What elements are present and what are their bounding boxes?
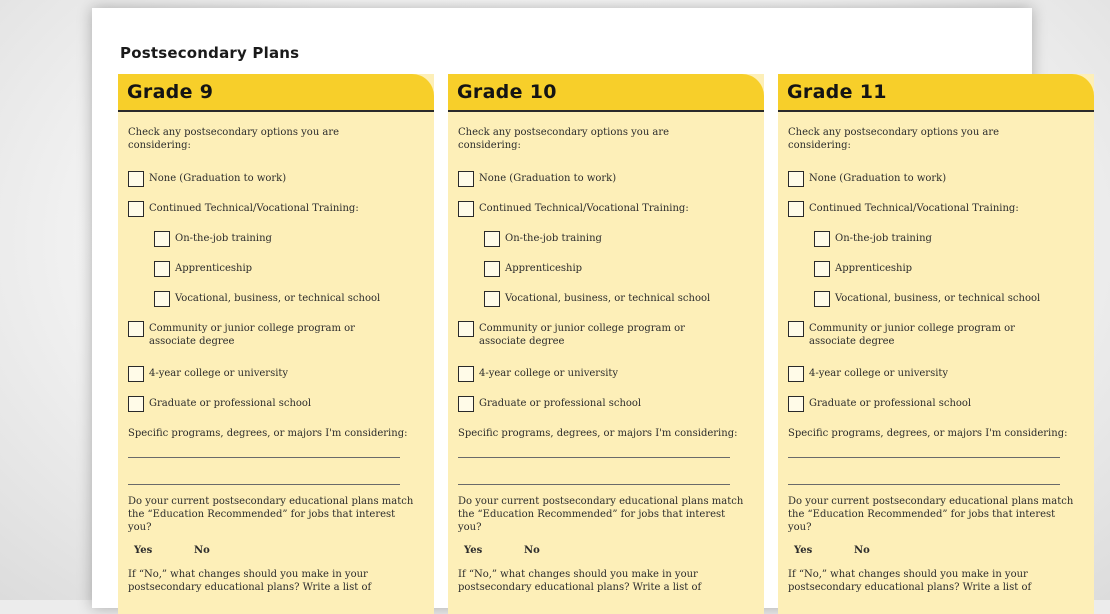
no-option[interactable]: No bbox=[854, 545, 870, 556]
yes-option[interactable]: Yes bbox=[464, 545, 483, 556]
checkbox[interactable] bbox=[458, 366, 474, 382]
option-technical[interactable]: Continued Technical/Vocational Training: bbox=[458, 202, 689, 217]
checkbox[interactable] bbox=[458, 171, 474, 187]
option-none[interactable]: None (Graduation to work) bbox=[128, 172, 286, 187]
option-graduate[interactable]: Graduate or professional school bbox=[128, 397, 311, 412]
worksheet-page bbox=[92, 8, 1074, 608]
checkbox[interactable] bbox=[814, 291, 830, 307]
question-changes: If “No,” what changes should you make in your postsecondary educational plans? Write a list of bbox=[128, 569, 372, 593]
checkbox[interactable] bbox=[484, 231, 500, 247]
write-in-line[interactable] bbox=[458, 457, 730, 458]
checkbox[interactable] bbox=[814, 231, 830, 247]
checkbox[interactable] bbox=[484, 291, 500, 307]
no-option[interactable]: No bbox=[524, 545, 540, 556]
option-apprenticeship[interactable]: Apprenticeship bbox=[484, 262, 582, 277]
option-on-the-job[interactable]: On-the-job training bbox=[484, 232, 602, 247]
grade-title: Grade 11 bbox=[787, 81, 887, 103]
option-community[interactable]: Community or junior college program or associate degree bbox=[788, 322, 1049, 348]
option-graduate[interactable]: Graduate or professional school bbox=[458, 397, 641, 412]
checkbox[interactable] bbox=[154, 231, 170, 247]
section-title: Postsecondary Plans bbox=[120, 44, 300, 62]
write-in-line[interactable] bbox=[788, 457, 1060, 458]
checkbox[interactable] bbox=[458, 321, 474, 337]
checkbox[interactable] bbox=[128, 171, 144, 187]
specific-programs-label: Specific programs, degrees, or majors I'm considering: bbox=[458, 428, 738, 439]
intro-text: Check any postsecondary options you are considering: bbox=[788, 127, 1000, 151]
question-changes: If “No,” what changes should you make in your postsecondary educational plans? Write a list of bbox=[458, 569, 702, 593]
intro-text: Check any postsecondary options you are considering: bbox=[128, 127, 340, 151]
option-four-year[interactable]: 4-year college or university bbox=[128, 367, 288, 382]
grade-column-11 bbox=[778, 74, 1094, 614]
grade-column-9 bbox=[118, 74, 434, 614]
grade-title: Grade 10 bbox=[457, 81, 557, 103]
option-on-the-job[interactable]: On-the-job training bbox=[154, 232, 272, 247]
write-in-line[interactable] bbox=[458, 484, 730, 485]
checkbox[interactable] bbox=[788, 201, 804, 217]
checkbox[interactable] bbox=[814, 261, 830, 277]
write-in-line[interactable] bbox=[128, 484, 400, 485]
grade-header bbox=[778, 74, 1094, 112]
checkbox[interactable] bbox=[128, 366, 144, 382]
checkbox[interactable] bbox=[458, 396, 474, 412]
yes-option[interactable]: Yes bbox=[794, 545, 813, 556]
grade-header bbox=[448, 74, 764, 112]
question-changes: If “No,” what changes should you make in your postsecondary educational plans? Write a list of bbox=[788, 569, 1032, 593]
option-vocational[interactable]: Vocational, business, or technical school bbox=[154, 292, 380, 307]
option-graduate[interactable]: Graduate or professional school bbox=[788, 397, 971, 412]
question-match: Do your current postsecondary educational plans match the “Education Recommended” for jobs that interest you? bbox=[458, 496, 744, 533]
checkbox[interactable] bbox=[154, 261, 170, 277]
write-in-line[interactable] bbox=[788, 484, 1060, 485]
checkbox[interactable] bbox=[788, 171, 804, 187]
option-four-year[interactable]: 4-year college or university bbox=[458, 367, 618, 382]
option-on-the-job[interactable]: On-the-job training bbox=[814, 232, 932, 247]
question-match: Do your current postsecondary educational plans match the “Education Recommended” for jobs that interest you? bbox=[788, 496, 1074, 533]
specific-programs-label: Specific programs, degrees, or majors I'm considering: bbox=[788, 428, 1068, 439]
option-vocational[interactable]: Vocational, business, or technical school bbox=[814, 292, 1040, 307]
checkbox[interactable] bbox=[788, 321, 804, 337]
checkbox[interactable] bbox=[788, 396, 804, 412]
option-technical[interactable]: Continued Technical/Vocational Training: bbox=[788, 202, 1019, 217]
option-none[interactable]: None (Graduation to work) bbox=[788, 172, 946, 187]
option-apprenticeship[interactable]: Apprenticeship bbox=[814, 262, 912, 277]
checkbox[interactable] bbox=[154, 291, 170, 307]
grade-title: Grade 9 bbox=[127, 81, 214, 103]
option-none[interactable]: None (Graduation to work) bbox=[458, 172, 616, 187]
option-apprenticeship[interactable]: Apprenticeship bbox=[154, 262, 252, 277]
checkbox[interactable] bbox=[484, 261, 500, 277]
write-in-line[interactable] bbox=[128, 457, 400, 458]
no-option[interactable]: No bbox=[194, 545, 210, 556]
option-technical[interactable]: Continued Technical/Vocational Training: bbox=[128, 202, 359, 217]
option-community[interactable]: Community or junior college program or associate degree bbox=[458, 322, 719, 348]
specific-programs-label: Specific programs, degrees, or majors I'm considering: bbox=[128, 428, 408, 439]
yes-option[interactable]: Yes bbox=[134, 545, 153, 556]
grade-header bbox=[118, 74, 434, 112]
intro-text: Check any postsecondary options you are considering: bbox=[458, 127, 670, 151]
checkbox[interactable] bbox=[128, 396, 144, 412]
option-community[interactable]: Community or junior college program or associate degree bbox=[128, 322, 389, 348]
question-match: Do your current postsecondary educational plans match the “Education Recommended” for jobs that interest you? bbox=[128, 496, 414, 533]
checkbox[interactable] bbox=[788, 366, 804, 382]
option-vocational[interactable]: Vocational, business, or technical school bbox=[484, 292, 710, 307]
option-four-year[interactable]: 4-year college or university bbox=[788, 367, 948, 382]
checkbox[interactable] bbox=[458, 201, 474, 217]
checkbox[interactable] bbox=[128, 321, 144, 337]
grade-column-10 bbox=[448, 74, 764, 614]
checkbox[interactable] bbox=[128, 201, 144, 217]
